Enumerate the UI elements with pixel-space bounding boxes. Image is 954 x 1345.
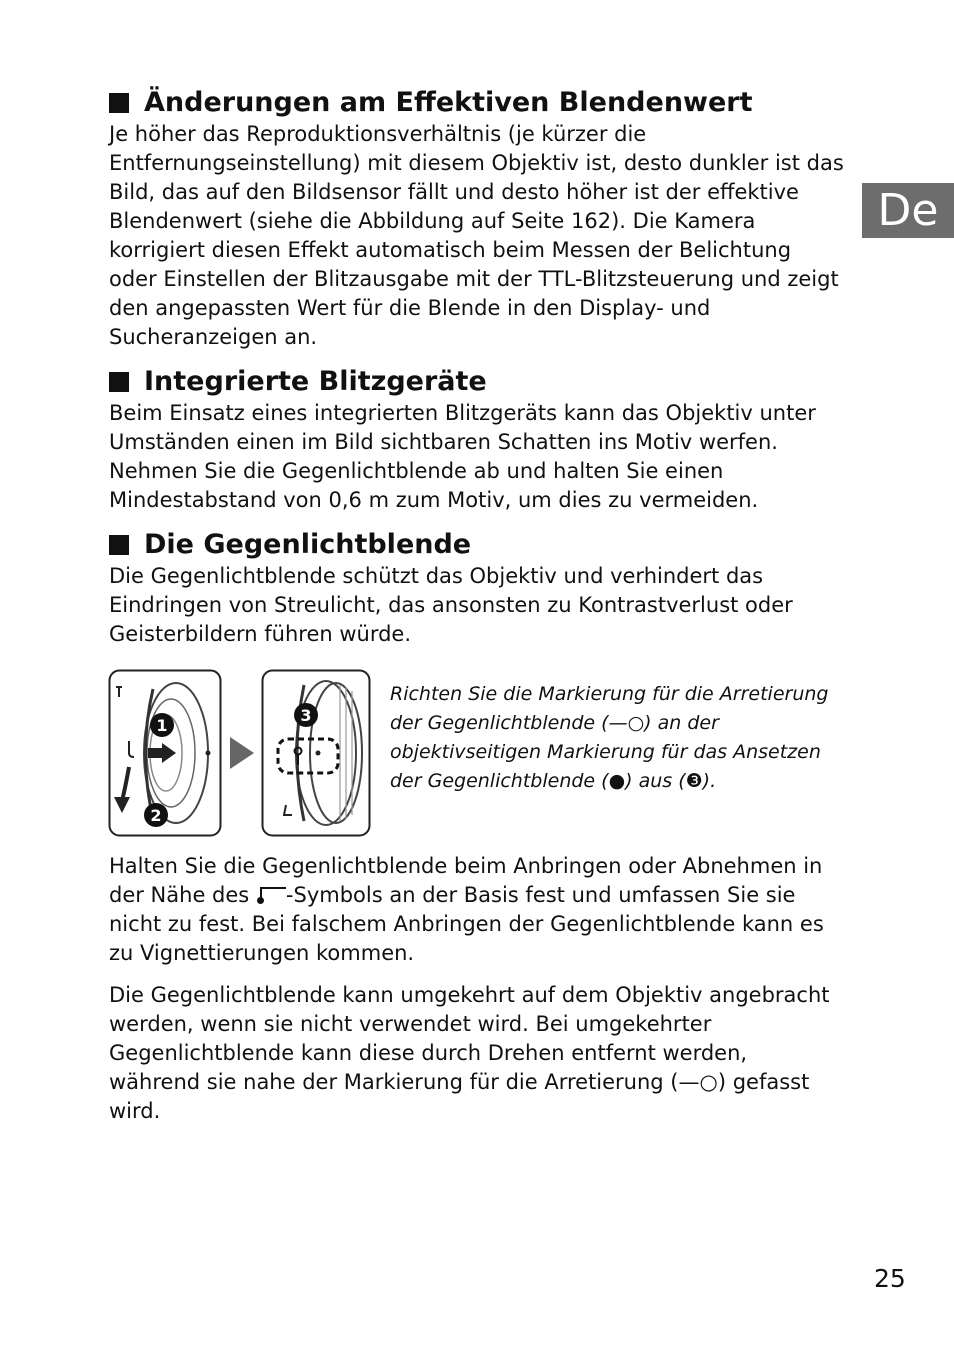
lens-hood-grip-icon [256, 885, 286, 905]
svg-text:2: 2 [150, 806, 162, 825]
step-3-marker [294, 703, 318, 727]
page-number: 25 [874, 1264, 906, 1293]
square-bullet-icon [109, 535, 129, 555]
figure-caption: Richten Sie die Markierung für die Arretierung der Gegenlichtblende (—○) an der objektivseitigen Markierung für das Ansetzen der Gegenlichtblende (●) aus (❸). [390, 683, 829, 792]
svg-text:1: 1 [156, 716, 168, 735]
section-paragraph: Die Gegenlichtblende schützt das Objektiv und verhindert das Eindringen von Streulicht, das ansonsten zu Kontrastverlust oder Geisterbildern führen würde. [109, 564, 793, 646]
section-built-in-flash [109, 365, 844, 515]
paragraph-grip [109, 852, 844, 968]
section-lens-hood [109, 528, 844, 649]
grip-text-before: Halten Sie die Gegenlichtblende beim Anbringen oder Abnehmen in der Nähe des [109, 854, 823, 907]
grip-paragraph [109, 852, 844, 968]
language-tab: De [862, 183, 954, 238]
next-step-arrow-icon [230, 737, 254, 769]
step-2-marker [144, 803, 168, 827]
section-paragraph: Beim Einsatz eines integrierten Blitzgeräts kann das Objektiv unter Umständen einen im Bild sichtbaren Schatten ins Motiv werfen. Nehmen Sie die Gegenlichtblende ab und halten Sie einen Mindestabstand von 0,6 m zum Motiv, um dies zu vermeiden. [109, 401, 816, 512]
section-title: Änderungen am Effektiven Blendenwert [144, 87, 753, 118]
section-heading [109, 86, 844, 120]
hood-attached-panel [263, 671, 370, 836]
step-1-marker [150, 713, 174, 737]
svg-text:3: 3 [300, 706, 312, 725]
section-paragraph: Je höher das Reproduktionsverhältnis (je kürzer die Entfernungseinstellung) mit diesem Objektiv ist, desto dunkler ist das Bild, das auf den Bildsensor fällt und desto höher ist der effektive Blendenwert (siehe die Abbildung auf Seite 162). Die Kamera korrigiert diesen Effekt automatisch beim Messen der Belichtung oder Einstellen der Blitzausgabe mit der TTL-Blitzsteuerung und zeigt den angepassten Wert für die Blende in den Display- und Sucheranzeigen an. [109, 122, 844, 349]
section-heading [109, 528, 844, 562]
section-title: Integrierte Blitzgeräte [144, 366, 487, 397]
section-effective-aperture [109, 86, 844, 352]
paragraph-reverse [109, 981, 844, 1126]
square-bullet-icon [109, 372, 129, 392]
lens-hood-illustration [108, 669, 372, 839]
reverse-paragraph: Die Gegenlichtblende kann umgekehrt auf dem Objektiv angebracht werden, wenn sie nicht verwendet wird. Bei umgekehrter Gegenlichtblende kann diese durch Drehen entfernt werden, während sie nahe der Markierung für die Arretierung (—○) gefasst wird. [109, 983, 830, 1123]
section-heading [109, 365, 844, 399]
square-bullet-icon [109, 93, 129, 113]
grip-text-after: -Symbols an der Basis fest und umfassen Sie sie nicht zu fest. Bei falschem Anbringen der Gegenlichtblende kann es zu Vignettierungen kommen. [109, 883, 824, 965]
section-title: Die Gegenlichtblende [144, 529, 472, 560]
